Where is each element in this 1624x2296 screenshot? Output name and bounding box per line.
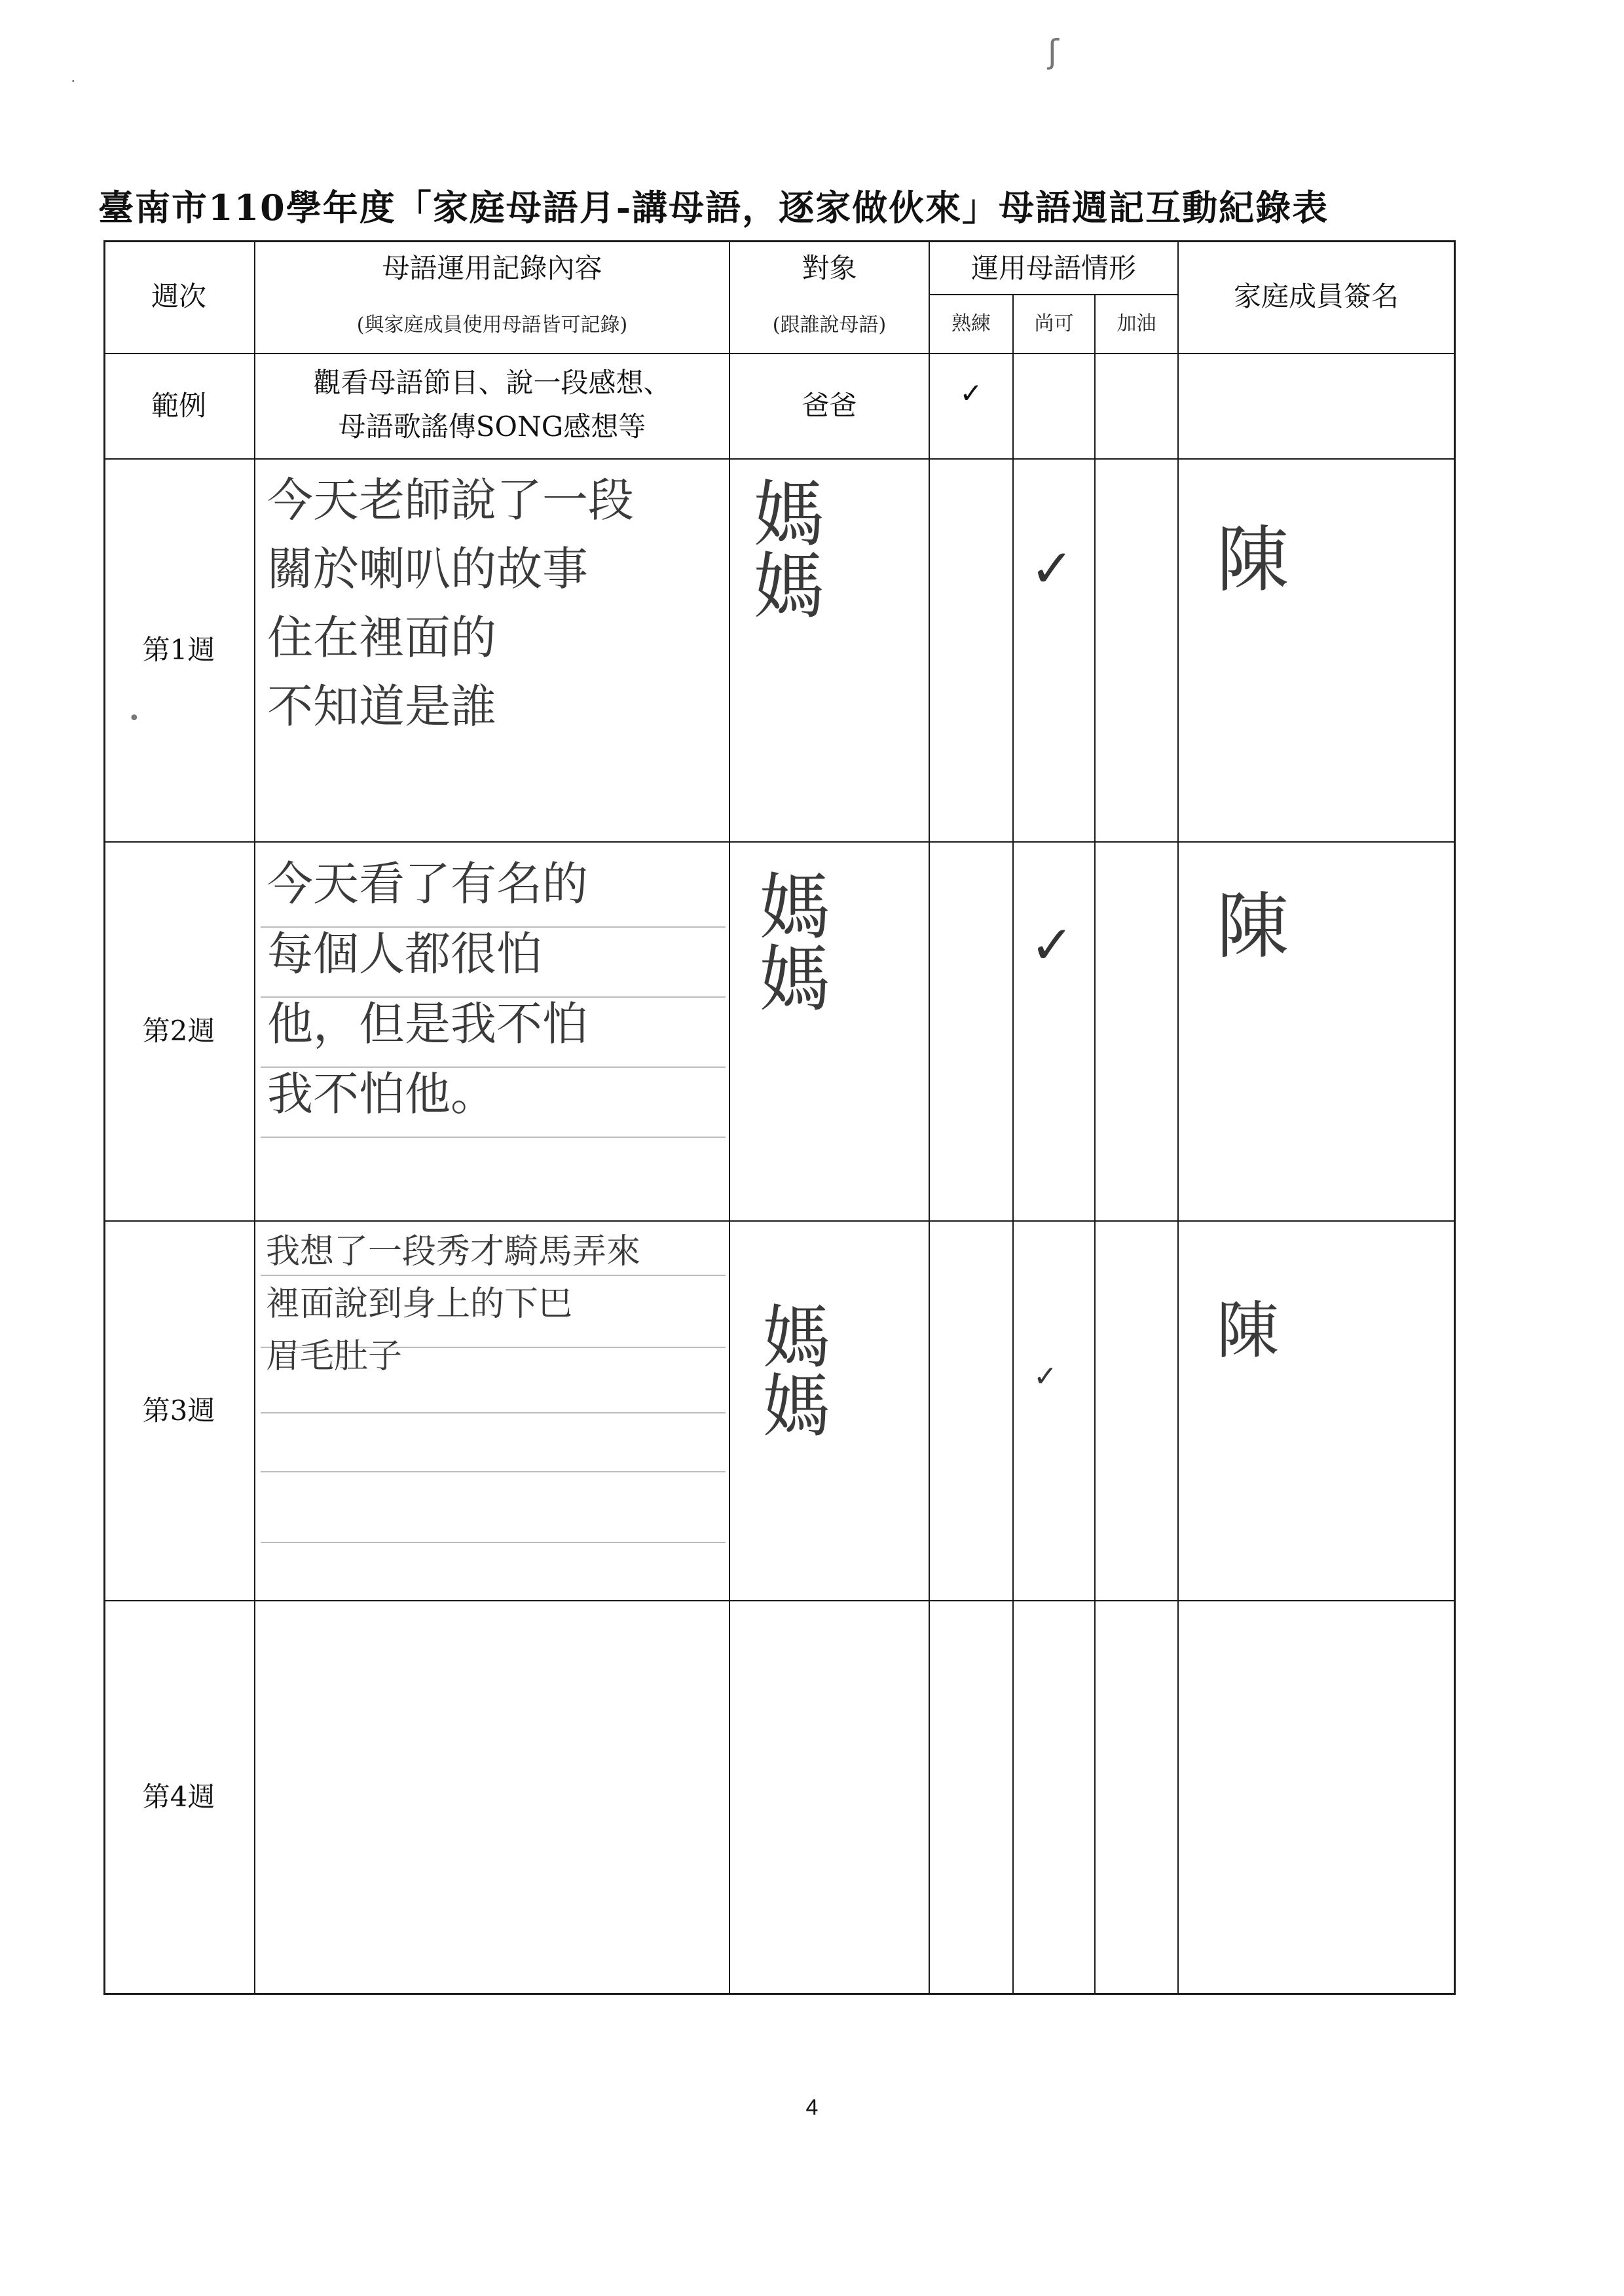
col-divider-fair (1094, 294, 1096, 1995)
page-title: 臺南市110學年度「家庭母語月-講母語，逐家做伙來」母語週記互動紀錄表 (98, 187, 1329, 228)
example-label: 範例 (151, 390, 206, 422)
header-signature: 家庭成員簽名 (1233, 280, 1399, 312)
week3-label: 第3週 (142, 1394, 215, 1427)
col-divider-content (729, 240, 730, 1995)
week2-content: 今天看了有名的 每個人都很怕 他，但是我不怕 我不怕他。 (267, 857, 588, 1121)
week1-content: 今天老師說了一段 關於喇叭的故事 住在裡面的 不知道是誰 (267, 473, 634, 733)
header-level-fair: 尚可 (1034, 312, 1074, 335)
week4-label: 第4週 (142, 1780, 215, 1813)
header-content: 母語運用記錄內容 (382, 251, 602, 284)
ruled-line (261, 1137, 726, 1138)
week1-label: 第1週 (142, 634, 215, 666)
week3-target: 媽媽 (751, 1301, 831, 1438)
col-divider-usage (1177, 240, 1179, 1995)
week1-target: 媽媽 (741, 476, 825, 620)
usage-header-divider (929, 294, 1177, 295)
scan-mark: • (128, 707, 140, 730)
week3-check-icon: ✓ (1033, 1360, 1058, 1393)
week2-target: 媽媽 (747, 869, 831, 1013)
col-divider-proficient (1012, 294, 1014, 1995)
week3-bottom-line (103, 1600, 1456, 1601)
example-bottom-line (103, 458, 1456, 460)
week1-signature: 陳 (1217, 518, 1289, 602)
week3-content: 我想了一段秀才騎馬弄來 裡面說到身上的下巴 眉毛肚子 (266, 1232, 641, 1376)
week3-signature: 陳 (1217, 1295, 1280, 1367)
header-content-note: (與家庭成員使用母語皆可記錄) (356, 313, 628, 337)
header-week: 週次 (151, 280, 206, 312)
table-border-right (1454, 240, 1456, 1995)
header-target-note: (跟誰說母語) (772, 313, 887, 337)
example-check-icon: ✓ (959, 376, 983, 409)
header-level-improve: 加油 (1116, 312, 1156, 335)
week2-signature: 陳 (1217, 884, 1289, 968)
header-usage: 運用母語情形 (970, 251, 1136, 284)
scan-mark: ʃ (1048, 33, 1059, 71)
week2-bottom-line (103, 1220, 1456, 1222)
ruled-line (261, 1412, 726, 1413)
col-divider-week (254, 240, 255, 1995)
week1-check-icon: ✓ (1030, 538, 1075, 599)
table-border-bottom (103, 1993, 1456, 1995)
col-divider-target (929, 240, 930, 1995)
page-number: 4 (805, 2095, 819, 2120)
ruled-line (261, 1471, 726, 1472)
example-content-line2: 母語歌謠傳SONG感想等 (338, 410, 646, 443)
week2-check-icon: ✓ (1030, 915, 1075, 975)
header-level-proficient: 熟練 (951, 312, 991, 335)
week1-bottom-line (103, 841, 1456, 843)
example-content-line1: 觀看母語節目、說一段感想、 (313, 366, 671, 399)
scan-mark: · (71, 72, 76, 90)
week2-label: 第2週 (142, 1015, 215, 1048)
ruled-line (261, 1542, 726, 1543)
header-target: 對象 (802, 251, 857, 284)
example-target: 爸爸 (802, 390, 857, 422)
record-table (103, 240, 1456, 1995)
